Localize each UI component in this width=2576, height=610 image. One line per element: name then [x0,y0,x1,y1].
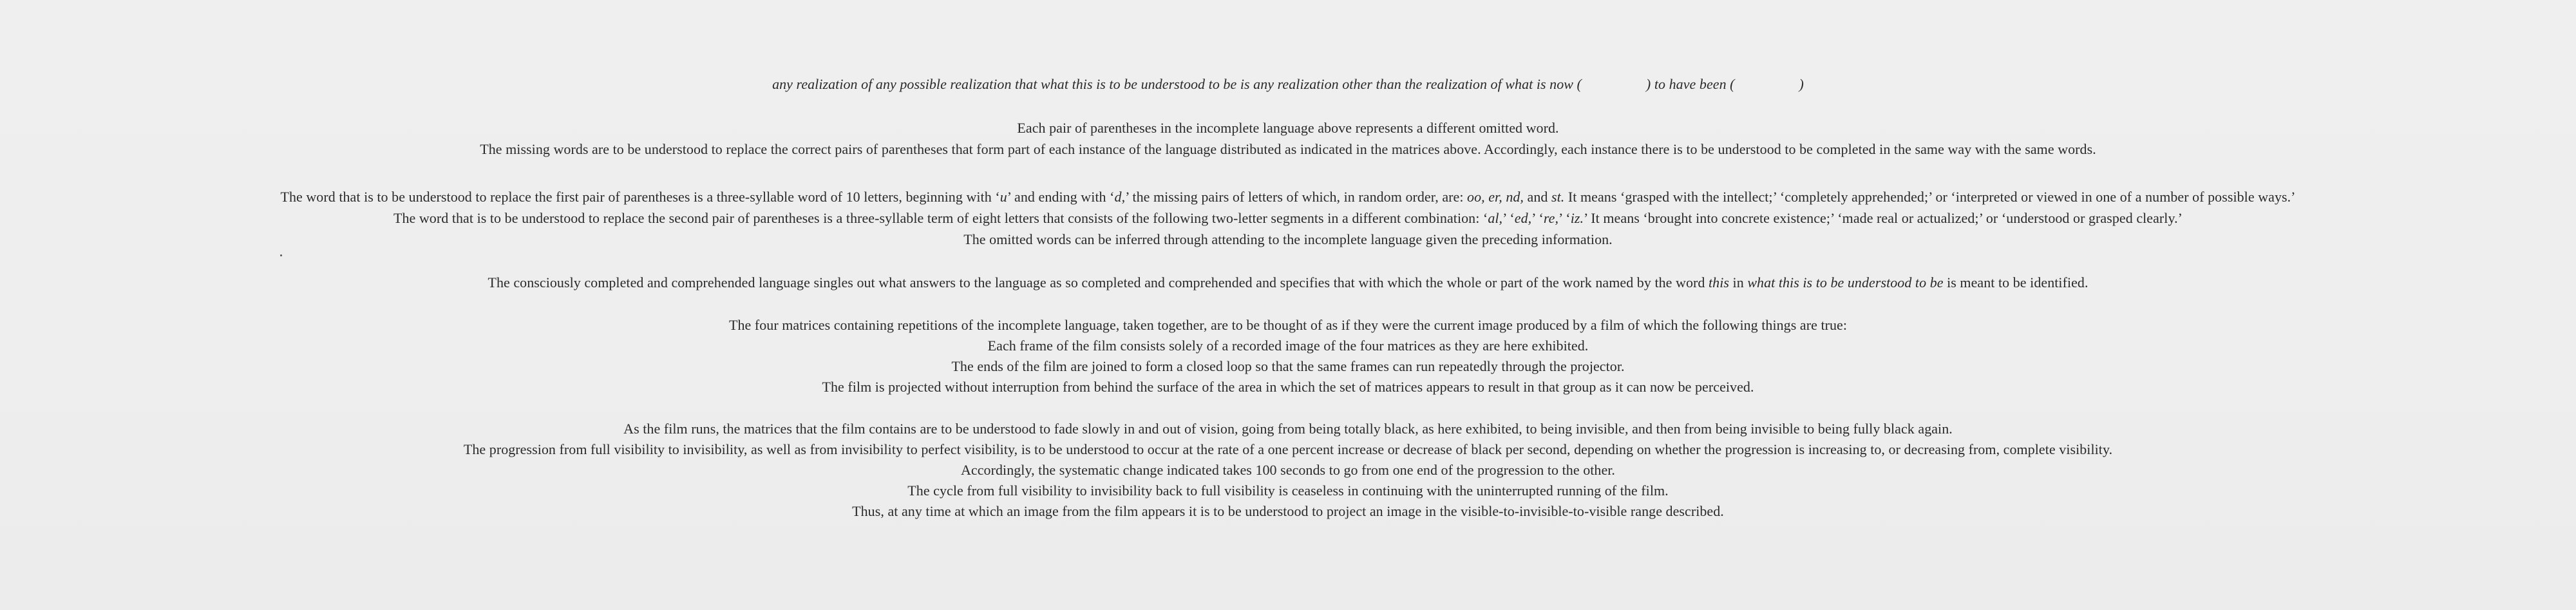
film-intro-line-3: The ends of the film are joined to form a closed loop so that the same frames can run repeatedly through the projector. [951,358,1625,374]
film-intro-line-4: The film is projected without interruption from behind the surface of the area in which the set of matrices appears to result in that group as it can now be perceived. [822,379,1754,395]
incomplete-language-line [0,75,2576,94]
intro-line-1: Each pair of parentheses in the incomplete language above represents a different omitted word. [1017,120,1559,136]
film-run-line-3: Accordingly, the systematic change indicated takes 100 seconds to go from one end of the progression to the other. [960,462,1615,478]
stray-mark [280,254,282,256]
intro-line-2: The missing words are to be understood to replace the correct pairs of parentheses that form part of each instance of the language distributed as indicated in the matrices above. Accordingly, each instance there is to be understood to be completed in the same way with the same words. [480,141,2096,157]
incomplete-language-part-2: ) to have been ( [1645,76,1735,92]
film-intro-line-1: The four matrices containing repetitions of the incomplete language, taken together, are to be thought of as if they were the current image produced by a film of which the following things are true: [728,317,1848,333]
first-word-clue: The word that is to be understood to replace the first pair of parentheses is a three-syllable word of 10 letters, beginning with ‘u’ and ending with ‘d,’ the missing pairs of letters of which, in random order, are: oo, er, nd, and st. It means ‘grasped with the intellect;’ ‘completely apprehended;’ or ‘interpreted or viewed in one of a number of possible ways.’ [280,189,2296,205]
film-run-line-5: Thus, at any time at which an image from the film appears it is to be understood to project an image in the visible-to-invisible-to-visible range described. [852,503,1724,519]
conscious-completion-line: The consciously completed and comprehended language singles out what answers to the language as so completed and comprehended and specifies that with which the whole or part of the work named by the word this in what this is to be understood to be is meant to be identified. [488,274,2088,291]
film-run-line-4: The cycle from full visibility to invisibility back to full visibility is ceaseless in continuing with the uninterrupted running of the film. [907,482,1669,499]
omitted-words-note: The omitted words can be inferred through attending to the incomplete language given the preceding information. [963,231,1613,247]
film-run-line-2: The progression from full visibility to invisibility, as well as from invisibility to perfect visibility, is to be understood to occur at the rate of a one percent increase or decrease of black per second, depending on whether the progression is increasing to, or decreasing from, complete visibility. [463,441,2113,457]
film-intro-line-2: Each frame of the film consists solely of a recorded image of the four matrices as they are here exhibited. [987,338,1589,354]
film-run-line-1: As the film runs, the matrices that the film contains are to be understood to fade slowly in and out of vision, going from being totally black, as here exhibited, to being invisible, and then from being invisible to being fully black again. [623,421,1953,437]
incomplete-language-part-1: any realization of any possible realization that what this is to be understood to be is any realization other than the realization of what is now ( [772,76,1582,92]
second-word-clue: The word that is to be understood to replace the second pair of parentheses is a three-syllable term of eight letters that consists of the following two-letter segments in a different combination: ‘al,’ ‘ed,’ ‘re,’ ‘iz.’ It means ‘brought into concrete existence;’ ‘made real or actualized;’ or ‘understood or grasped clearly.’ [393,210,2183,226]
incomplete-language-part-3: ) [1799,76,1804,92]
